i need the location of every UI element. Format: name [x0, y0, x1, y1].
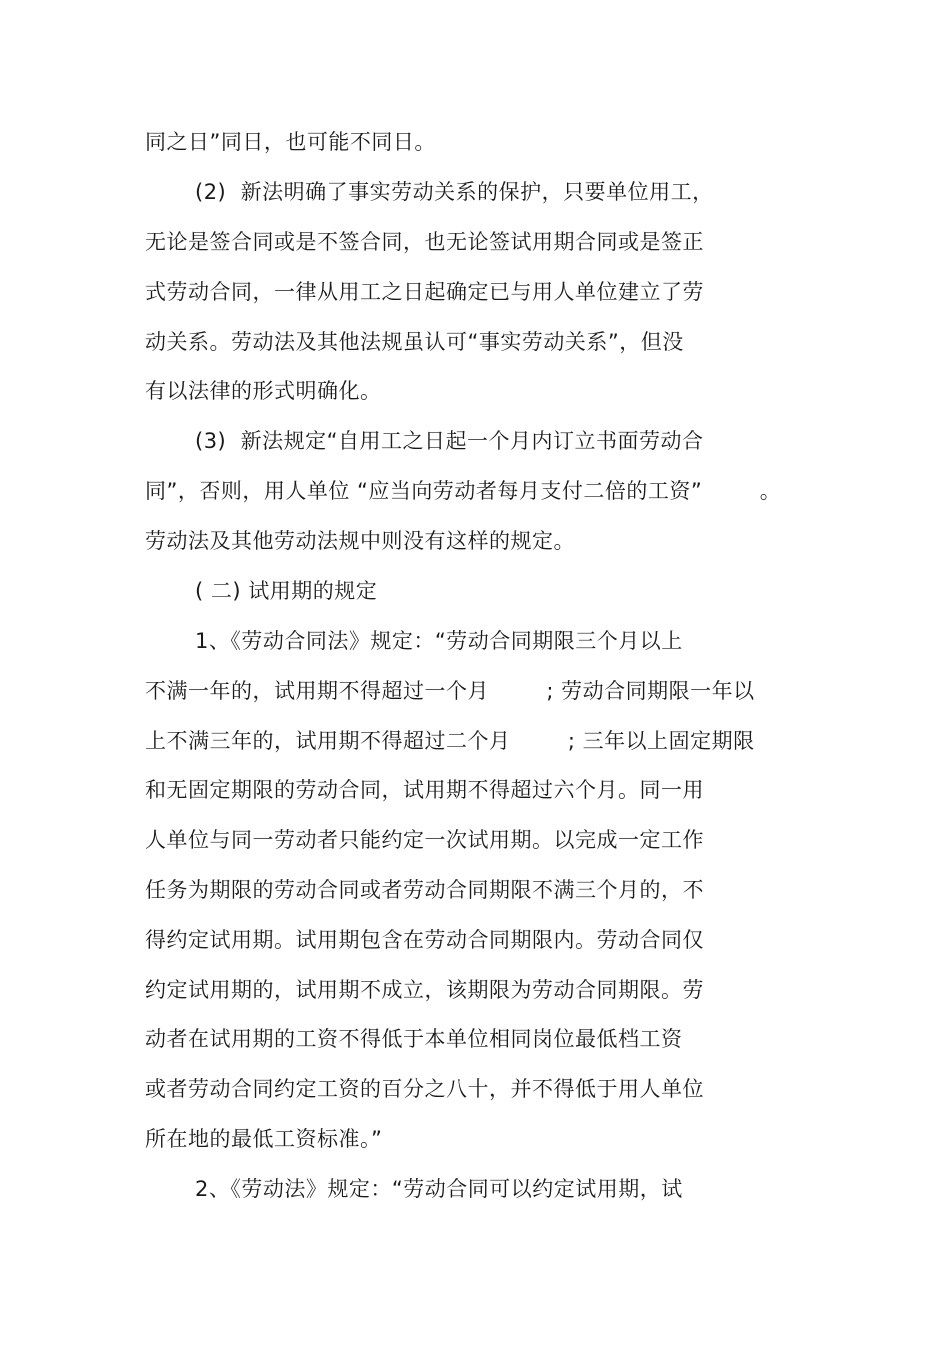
text-line: (2) 新法明确了事实劳动关系的保护，只要单位用工，	[195, 180, 714, 204]
text-line: 2、《劳动法》规定：“劳动合同可以约定试用期，试	[195, 1177, 683, 1201]
text-line: 约定试用期的，试用期不成立，该期限为劳动合同期限。劳	[145, 978, 704, 1002]
section-heading: ( 二) 试用期的规定	[195, 579, 378, 603]
text-line: 动者在试用期的工资不得低于本单位相同岗位最低档工资	[145, 1027, 683, 1051]
text-line: 人单位与同一劳动者只能约定一次试用期。以完成一定工作	[145, 828, 704, 852]
text-line: 所在地的最低工资标准。”	[145, 1127, 383, 1151]
text-line: (3) 新法规定“自用工之日起一个月内订立书面劳动合	[195, 429, 704, 453]
text-line: 劳动法及其他劳动法规中则没有这样的规定。	[145, 529, 575, 553]
text-line: 任务为期限的劳动合同或者劳动合同期限不满三个月的，不	[145, 878, 704, 902]
text-line: 上不满三年的，试用期不得超过二个月 ; 三年以上固定期限	[145, 729, 755, 753]
text-line: 动关系。劳动法及其他法规虽认可“事实劳动关系”，但没	[145, 330, 684, 354]
text-line: 有以法律的形式明确化。	[145, 379, 382, 403]
text-line: 得约定试用期。试用期包含在劳动合同期限内。劳动合同仅	[145, 928, 704, 952]
text-line: 同”，否则，用人单位 “应当向劳动者每月支付二倍的工资” 。	[145, 479, 782, 503]
text-line: 无论是签合同或是不签合同，也无论签试用期合同或是签正	[145, 230, 704, 254]
text-line: 或者劳动合同约定工资的百分之八十，并不得低于用人单位	[145, 1077, 704, 1101]
text-line: 式劳动合同，一律从用工之日起确定已与用人单位建立了劳	[145, 280, 704, 304]
text-line: 同之日”同日，也可能不同日。	[145, 130, 436, 154]
text-line: 1、《劳动合同法》规定：“劳动合同期限三个月以上	[195, 629, 683, 653]
text-line: 不满一年的，试用期不得超过一个月 ; 劳动合同期限一年以	[145, 679, 755, 703]
text-line: 和无固定期限的劳动合同，试用期不得超过六个月。同一用	[145, 778, 704, 802]
